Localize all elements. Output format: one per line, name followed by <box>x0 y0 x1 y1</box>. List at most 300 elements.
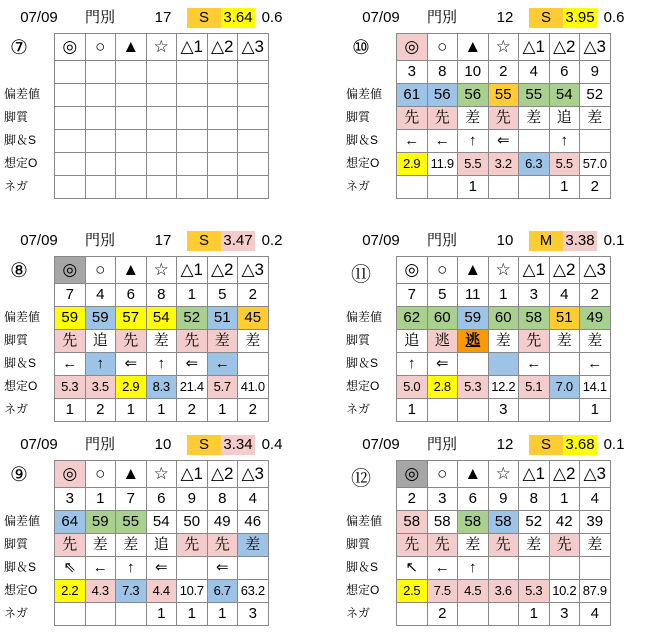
horse-number-cell: 8 <box>427 61 458 84</box>
nega-cell: 1 <box>549 176 580 199</box>
mark-cell: △1 <box>177 461 208 488</box>
deviation-cell: 54 <box>549 84 580 107</box>
race-panel <box>0 228 320 433</box>
deviation-cell: 54 <box>146 307 177 330</box>
nega-cell: 2 <box>427 603 458 626</box>
table-row <box>397 534 611 557</box>
row-label: 脚質 <box>346 110 371 124</box>
horse-number-cell: 4 <box>549 284 580 307</box>
arrow-cell <box>85 130 116 153</box>
mark-cell: ○ <box>85 34 116 61</box>
mark-cell: ▲ <box>458 461 489 488</box>
mark-cell: △1 <box>177 34 208 61</box>
deviation-cell <box>116 84 147 107</box>
label-spacer <box>342 60 396 83</box>
deviation-cell: 54 <box>146 511 177 534</box>
horse-number-cell: 11 <box>458 284 489 307</box>
row-label: 想定O <box>346 156 380 170</box>
mark-cell: △3 <box>580 461 611 488</box>
horse-number-cell <box>116 61 147 84</box>
arrow-cell <box>519 130 550 153</box>
running-style-cell <box>55 107 86 130</box>
nega-cell: 1 <box>146 399 177 422</box>
horse-number-cell: 6 <box>549 61 580 84</box>
horse-number-cell: 9 <box>177 488 208 511</box>
nega-cell: 2 <box>85 399 116 422</box>
odds-cell <box>116 153 147 176</box>
table-row <box>55 84 269 107</box>
row-label: 想定O <box>4 156 38 170</box>
prediction-table <box>54 256 269 422</box>
deviation-cell: 49 <box>580 307 611 330</box>
table-row <box>55 353 269 376</box>
nega-cell <box>85 176 116 199</box>
mark-cell: △2 <box>207 34 238 61</box>
odds-cell: 6.7 <box>207 580 238 603</box>
horse-number-cell <box>177 61 208 84</box>
nega-cell: 1 <box>55 399 86 422</box>
runner-count: 17 <box>154 9 172 26</box>
deviation-cell: 52 <box>177 307 208 330</box>
race-grade: S <box>187 435 221 455</box>
horse-number-cell <box>207 61 238 84</box>
table-row <box>397 511 611 534</box>
nega-cell: 1 <box>116 399 147 422</box>
arrow-cell: ⇐ <box>427 353 458 376</box>
mark-cell: △1 <box>177 257 208 284</box>
row-label: 脚＆S <box>346 560 379 574</box>
race-score: 3.38 <box>563 231 597 251</box>
horse-number-cell: 8 <box>146 284 177 307</box>
mark-cell: ☆ <box>146 461 177 488</box>
horse-number-cell: 6 <box>146 488 177 511</box>
horse-number-cell: 7 <box>116 488 147 511</box>
race-venue: 門別 <box>426 436 457 453</box>
table-row <box>397 557 611 580</box>
running-style-cell: 追 <box>146 534 177 557</box>
table-row <box>55 176 269 199</box>
horse-number-cell: 3 <box>397 61 428 84</box>
running-style-cell: 差 <box>207 330 238 353</box>
mark-cell: ○ <box>427 34 458 61</box>
horse-number-cell: 1 <box>85 488 116 511</box>
running-style-cell: 先 <box>397 107 428 130</box>
row-label: 偏差値 <box>4 87 41 101</box>
arrow-cell <box>488 353 519 376</box>
running-style-cell: 差 <box>580 107 611 130</box>
odds-cell: 5.3 <box>519 580 550 603</box>
horse-number-cell: 2 <box>238 284 269 307</box>
table-row <box>55 284 269 307</box>
arrow-cell <box>549 557 580 580</box>
table-row <box>397 580 611 603</box>
odds-cell: 5.5 <box>549 153 580 176</box>
odds-cell: 5.0 <box>397 376 428 399</box>
race-date: 07/09 <box>20 436 58 453</box>
mark-cell: ◎ <box>55 34 86 61</box>
table-row <box>55 511 269 534</box>
nega-cell <box>85 603 116 626</box>
table-row <box>397 307 611 330</box>
mark-cell: ○ <box>427 257 458 284</box>
horse-number-cell: 1 <box>488 284 519 307</box>
race-header <box>342 5 661 29</box>
arrow-cell: ← <box>519 353 550 376</box>
table-row <box>55 153 269 176</box>
table-row <box>55 399 269 422</box>
row-labels <box>0 283 54 421</box>
mark-cell: △1 <box>519 461 550 488</box>
race-grade: S <box>187 8 221 28</box>
label-spacer <box>0 487 54 510</box>
running-style-cell: 先 <box>177 330 208 353</box>
running-style-cell: 差 <box>580 534 611 557</box>
race-number: ⑧ <box>10 260 28 282</box>
deviation-cell: 50 <box>177 511 208 534</box>
mark-cell: ▲ <box>458 257 489 284</box>
race-score: 3.64 <box>221 8 255 28</box>
arrow-cell: ↑ <box>549 130 580 153</box>
prediction-table <box>396 33 611 199</box>
arrow-cell <box>55 130 86 153</box>
row-label: 想定O <box>4 379 38 393</box>
race-number: ⑦ <box>10 37 28 59</box>
mark-cell: ◎ <box>397 34 428 61</box>
arrow-cell <box>238 130 269 153</box>
nega-cell: 1 <box>146 603 177 626</box>
nega-cell: 3 <box>488 399 519 422</box>
race-panel <box>0 5 320 210</box>
deviation-cell <box>85 84 116 107</box>
running-style-cell: 逃 <box>458 330 489 353</box>
deviation-cell: 57 <box>116 307 147 330</box>
race-date: 07/09 <box>362 232 400 249</box>
nega-cell: 4 <box>580 603 611 626</box>
arrow-cell: ↖ <box>397 557 428 580</box>
horse-number-cell <box>146 61 177 84</box>
deviation-cell: 56 <box>458 84 489 107</box>
deviation-cell: 59 <box>85 511 116 534</box>
table-row <box>397 61 611 84</box>
odds-cell <box>85 153 116 176</box>
running-style-cell: 差 <box>146 330 177 353</box>
odds-cell <box>238 153 269 176</box>
race-last: 0.2 <box>261 232 283 249</box>
race-grade: S <box>529 435 563 455</box>
running-style-cell: 先 <box>488 534 519 557</box>
prediction-table <box>396 256 611 422</box>
nega-cell <box>238 176 269 199</box>
horse-number-cell <box>55 61 86 84</box>
race-grade: S <box>187 231 221 251</box>
row-label: 脚＆S <box>4 560 37 574</box>
odds-cell: 4.4 <box>146 580 177 603</box>
odds-cell: 10.2 <box>549 580 580 603</box>
mark-cell: ▲ <box>458 34 489 61</box>
arrow-cell: ⇐ <box>488 130 519 153</box>
race-header <box>342 432 661 456</box>
arrow-cell: ← <box>397 130 428 153</box>
row-label: 偏差値 <box>346 514 383 528</box>
odds-cell: 3.5 <box>85 376 116 399</box>
deviation-cell: 49 <box>207 511 238 534</box>
arrow-cell <box>580 557 611 580</box>
row-labels <box>342 283 396 421</box>
running-style-cell: 先 <box>397 534 428 557</box>
running-style-cell <box>116 107 147 130</box>
row-label: 脚＆S <box>4 356 37 370</box>
label-spacer <box>342 283 396 306</box>
nega-cell <box>458 399 489 422</box>
table-row <box>55 330 269 353</box>
deviation-cell: 61 <box>397 84 428 107</box>
deviation-cell: 58 <box>488 511 519 534</box>
deviation-cell: 58 <box>397 511 428 534</box>
deviation-cell: 45 <box>238 307 269 330</box>
deviation-cell: 64 <box>55 511 86 534</box>
odds-cell: 63.2 <box>238 580 269 603</box>
table-row <box>397 603 611 626</box>
horse-number-cell: 2 <box>397 488 428 511</box>
runner-count: 10 <box>154 436 172 453</box>
table-row <box>55 130 269 153</box>
horse-number-cell: 4 <box>580 488 611 511</box>
running-style-cell: 差 <box>580 330 611 353</box>
mark-cell: △2 <box>207 461 238 488</box>
arrow-cell: ↑ <box>458 130 489 153</box>
arrow-cell <box>519 557 550 580</box>
row-labels <box>0 60 54 198</box>
running-style-cell: 差 <box>85 534 116 557</box>
arrow-cell: ↑ <box>458 557 489 580</box>
arrow-cell: ⇐ <box>116 353 147 376</box>
table-row <box>55 257 269 284</box>
arrow-cell: ← <box>427 557 458 580</box>
nega-cell <box>397 603 428 626</box>
running-style-cell: 差 <box>116 534 147 557</box>
horse-number-cell: 8 <box>207 488 238 511</box>
running-style-cell: 先 <box>116 330 147 353</box>
table-row <box>397 153 611 176</box>
horse-number-cell <box>85 61 116 84</box>
mark-cell: ○ <box>85 257 116 284</box>
odds-cell: 2.9 <box>397 153 428 176</box>
race-grade: M <box>529 231 563 251</box>
row-label: ネガ <box>346 402 371 416</box>
row-label: 脚質 <box>4 333 29 347</box>
horse-number-cell: 4 <box>85 284 116 307</box>
row-label: 脚質 <box>346 333 371 347</box>
nega-cell: 2 <box>238 399 269 422</box>
mark-cell: ◎ <box>55 461 86 488</box>
arrow-cell: ⇐ <box>146 557 177 580</box>
deviation-cell <box>238 84 269 107</box>
horse-number-cell: 9 <box>580 61 611 84</box>
horse-number-cell: 4 <box>519 61 550 84</box>
race-venue: 門別 <box>426 9 457 26</box>
deviation-cell: 58 <box>519 307 550 330</box>
nega-cell <box>488 176 519 199</box>
race-date: 07/09 <box>20 9 58 26</box>
race-venue: 門別 <box>426 232 457 249</box>
nega-cell: 1 <box>207 399 238 422</box>
running-style-cell <box>146 107 177 130</box>
table-row <box>397 284 611 307</box>
nega-cell <box>488 603 519 626</box>
horse-number-cell <box>238 61 269 84</box>
horse-number-cell: 7 <box>55 284 86 307</box>
horse-number-cell: 1 <box>177 284 208 307</box>
deviation-cell <box>55 84 86 107</box>
mark-cell: ☆ <box>488 461 519 488</box>
table-row <box>55 557 269 580</box>
horse-number-cell: 3 <box>427 488 458 511</box>
row-label: 脚質 <box>346 537 371 551</box>
table-row <box>397 376 611 399</box>
row-label: ネガ <box>346 179 371 193</box>
mark-cell: ▲ <box>116 461 147 488</box>
nega-cell <box>519 399 550 422</box>
row-label: 脚質 <box>4 110 29 124</box>
deviation-cell: 62 <box>397 307 428 330</box>
arrow-cell <box>238 557 269 580</box>
odds-cell <box>55 153 86 176</box>
race-score: 3.34 <box>221 435 255 455</box>
mark-cell: △3 <box>580 257 611 284</box>
mark-cell: ◎ <box>397 461 428 488</box>
odds-cell: 7.0 <box>549 376 580 399</box>
row-labels <box>0 487 54 625</box>
odds-cell: 6.3 <box>519 153 550 176</box>
race-venue: 門別 <box>84 436 115 453</box>
mark-cell: ☆ <box>488 34 519 61</box>
running-style-cell: 先 <box>207 534 238 557</box>
nega-cell <box>458 603 489 626</box>
mark-cell: ☆ <box>146 34 177 61</box>
runner-count: 12 <box>496 436 514 453</box>
row-labels <box>342 60 396 198</box>
deviation-cell: 42 <box>549 511 580 534</box>
odds-cell: 41.0 <box>238 376 269 399</box>
arrow-cell: ← <box>427 130 458 153</box>
horse-number-cell: 1 <box>549 488 580 511</box>
race-last: 0.6 <box>261 9 283 26</box>
running-style-cell: 逃 <box>427 330 458 353</box>
odds-cell: 7.5 <box>427 580 458 603</box>
running-style-cell <box>238 107 269 130</box>
race-last: 0.1 <box>603 436 625 453</box>
deviation-cell: 52 <box>580 84 611 107</box>
nega-cell: 3 <box>238 603 269 626</box>
running-style-cell: 先 <box>55 330 86 353</box>
row-label: 偏差値 <box>346 310 383 324</box>
odds-cell: 3.6 <box>488 580 519 603</box>
running-style-cell: 追 <box>549 107 580 130</box>
arrow-cell: ↑ <box>146 353 177 376</box>
arrow-cell <box>177 130 208 153</box>
nega-cell: 3 <box>549 603 580 626</box>
race-header <box>0 228 320 252</box>
table-row <box>397 353 611 376</box>
horse-number-cell: 3 <box>519 284 550 307</box>
table-row <box>397 461 611 488</box>
nega-cell <box>146 176 177 199</box>
arrow-cell: ↑ <box>397 353 428 376</box>
odds-cell: 57.0 <box>580 153 611 176</box>
running-style-cell: 差 <box>458 534 489 557</box>
horse-number-cell: 10 <box>458 61 489 84</box>
running-style-cell: 差 <box>458 107 489 130</box>
mark-cell: △2 <box>207 257 238 284</box>
race-number: ⑨ <box>10 464 28 486</box>
arrow-cell <box>458 353 489 376</box>
deviation-cell: 58 <box>427 511 458 534</box>
nega-cell: 1 <box>519 603 550 626</box>
row-label: ネガ <box>4 606 29 620</box>
nega-cell: 2 <box>177 399 208 422</box>
table-row <box>397 257 611 284</box>
race-header <box>0 432 320 456</box>
running-style-cell: 差 <box>238 534 269 557</box>
race-panel <box>342 5 661 210</box>
deviation-cell: 59 <box>85 307 116 330</box>
mark-cell: △3 <box>580 34 611 61</box>
race-number: ⑪ <box>351 264 371 286</box>
row-label: 脚＆S <box>4 133 37 147</box>
deviation-cell: 60 <box>427 307 458 330</box>
nega-cell <box>177 176 208 199</box>
deviation-cell <box>207 84 238 107</box>
horse-number-cell: 2 <box>488 61 519 84</box>
mark-cell: △1 <box>519 257 550 284</box>
row-label: 想定O <box>4 583 38 597</box>
mark-cell: ○ <box>427 461 458 488</box>
label-spacer <box>0 283 54 306</box>
race-date: 07/09 <box>20 232 58 249</box>
odds-cell: 2.2 <box>55 580 86 603</box>
mark-cell: ☆ <box>146 257 177 284</box>
running-style-cell <box>207 107 238 130</box>
prediction-table <box>396 460 611 626</box>
running-style-cell: 追 <box>85 330 116 353</box>
race-number: ⑫ <box>351 468 371 490</box>
arrow-cell: ⇐ <box>207 557 238 580</box>
race-panel <box>342 432 661 637</box>
race-header <box>342 228 661 252</box>
nega-cell <box>427 176 458 199</box>
row-labels <box>342 487 396 625</box>
deviation-cell: 39 <box>580 511 611 534</box>
deviation-cell: 55 <box>116 511 147 534</box>
arrow-cell: ← <box>85 557 116 580</box>
arrow-cell: ← <box>580 353 611 376</box>
table-row <box>55 107 269 130</box>
nega-cell <box>116 176 147 199</box>
nega-cell: 1 <box>207 603 238 626</box>
nega-cell <box>116 603 147 626</box>
runner-count: 17 <box>154 232 172 249</box>
label-spacer <box>0 60 54 83</box>
horse-number-cell: 5 <box>427 284 458 307</box>
running-style-cell: 差 <box>519 534 550 557</box>
running-style-cell: 先 <box>488 107 519 130</box>
mark-cell: △3 <box>238 34 269 61</box>
running-style-cell: 追 <box>397 330 428 353</box>
arrow-cell <box>488 557 519 580</box>
deviation-cell: 46 <box>238 511 269 534</box>
odds-cell: 5.3 <box>55 376 86 399</box>
nega-cell: 2 <box>580 176 611 199</box>
